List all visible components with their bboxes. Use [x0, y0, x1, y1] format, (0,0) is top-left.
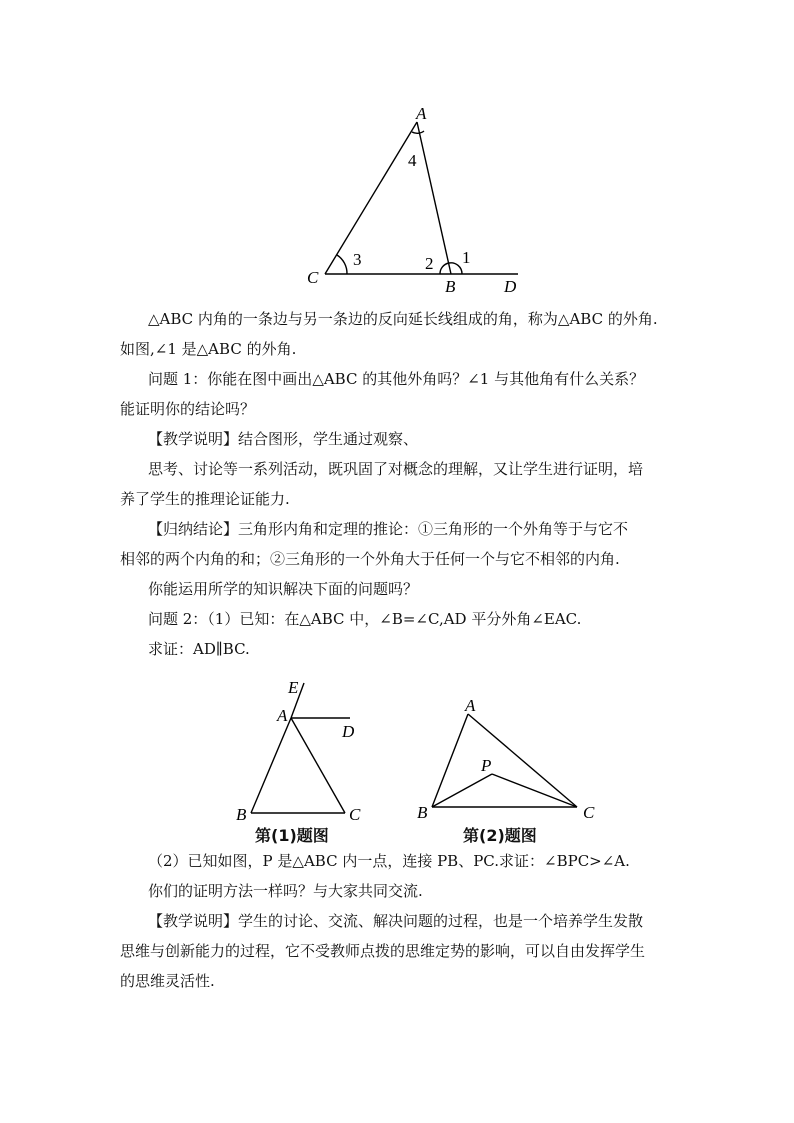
question-2-part2-line: （2）已知如图，P 是△ABC 内一点，连接 PB、PC.求证：∠BPC>∠A.: [148, 852, 630, 870]
conclusion-line2: 相邻的两个内角的和；②三角形的一个外角大于任何一个与它不相邻的内角.: [120, 550, 620, 568]
figure-question-1: [228, 678, 368, 826]
point-b-label-q2: B: [417, 803, 428, 822]
point-e-label: E: [288, 678, 299, 697]
prompt-line: 你能运用所学的知识解决下面的问题吗？: [148, 580, 419, 598]
segment-pc: [492, 774, 577, 807]
side-ac-q1: [291, 718, 345, 813]
point-p-label: P: [481, 756, 492, 775]
segment-pb: [432, 774, 492, 807]
figure-question-2: [412, 694, 602, 824]
question-1-line1: 问题 1：你能在图中画出△ABC 的其他外角吗？∠1 与其他角有什么关系？: [148, 370, 645, 388]
teaching-note-2-line3: 的思维灵活性.: [120, 972, 215, 990]
point-d-label: D: [504, 277, 517, 296]
angle-3-arc: [337, 255, 347, 274]
point-a-label-q1: A: [277, 706, 288, 725]
figure-1-caption: 第(1)题图: [255, 826, 329, 845]
angle-4-arc: [412, 131, 424, 133]
side-ab-q2: [432, 714, 468, 807]
paragraph-definition-line1: △ABC 内角的一条边与另一条边的反向延长线组成的角，称为△ABC 的外角.: [148, 310, 658, 328]
point-a-label-q2: A: [465, 696, 476, 715]
text-block-2: [120, 846, 680, 996]
angle-4-label: 4: [408, 151, 417, 170]
prove-line: 求证：AD∥BC.: [148, 640, 250, 658]
teaching-note-2-line2: 思维与创新能力的过程，它不受教师点拨的思维定势的影响，可以自由发挥学生: [120, 942, 646, 960]
angle-3-label: 3: [353, 250, 362, 269]
angle-2-arc: [440, 263, 449, 274]
vertex-b-label: B: [445, 277, 456, 296]
conclusion-line1: 【归纳结论】三角形内角和定理的推论：①三角形的一个外角等于与它不: [148, 520, 629, 538]
side-ab: [417, 122, 451, 274]
figure-2-caption: 第(2)题图: [463, 826, 537, 845]
point-d-label-q1: D: [342, 722, 355, 741]
teaching-note-1-line2: 思考、讨论等一系列活动，既巩固了对概念的理解，又让学生进行证明，培: [148, 460, 644, 478]
discussion-line: 你们的证明方法一样吗？与大家共同交流.: [148, 882, 423, 900]
question-2-line: 问题 2：（1）已知：在△ABC 中，∠B=∠C,AD 平分外角∠EAC.: [148, 610, 582, 628]
point-b-label-q1: B: [236, 805, 247, 824]
question-1-line2: 能证明你的结论吗？: [120, 400, 256, 418]
paragraph-definition-line2: 如图,∠1 是△ABC 的外角.: [120, 340, 297, 358]
point-c-label-q2: C: [583, 803, 595, 822]
angle-1-label: 1: [462, 248, 471, 267]
side-ac: [325, 122, 417, 274]
vertex-a-label: A: [416, 104, 427, 123]
teaching-note-1-line3: 养了学生的推理论证能力.: [120, 490, 290, 508]
teaching-note-2-line1: 【教学说明】学生的讨论、交流、解决问题的过程，也是一个培养学生发散: [148, 912, 644, 930]
point-c-label-q1: C: [349, 805, 361, 824]
side-ab-q1: [251, 718, 291, 813]
teaching-note-1-line1: 【教学说明】结合图形，学生通过观察、: [148, 430, 419, 448]
angle-2-label: 2: [425, 254, 434, 273]
text-block-1: [120, 304, 680, 664]
figure-exterior-angle: [300, 100, 540, 300]
vertex-c-label: C: [307, 268, 319, 287]
